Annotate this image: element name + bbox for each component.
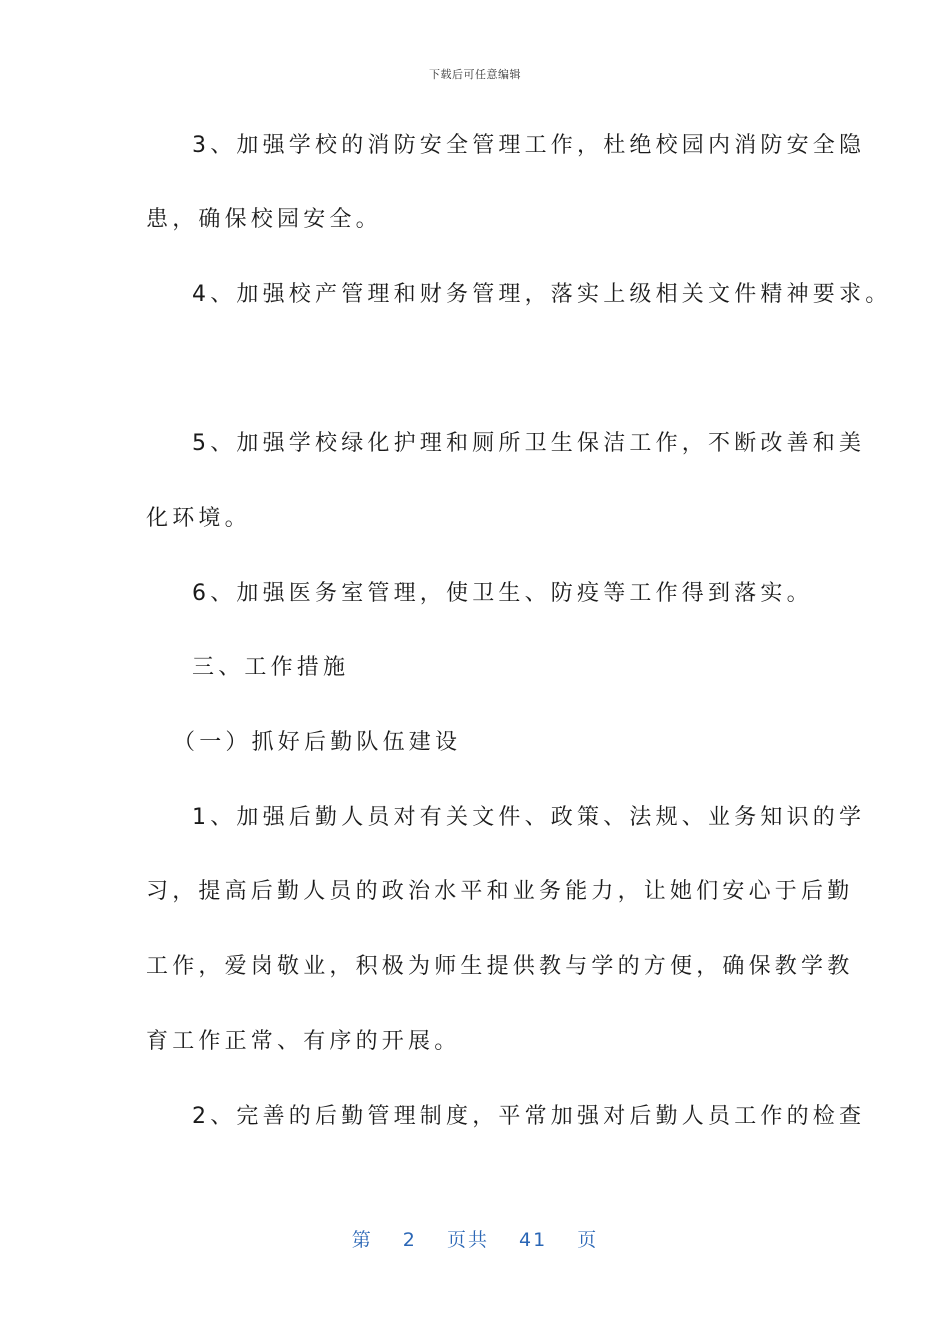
footer-page-number: 2 [402, 1229, 417, 1251]
paragraph-line: 1、加强后勤人员对有关文件、政策、法规、业务知识的学 [192, 805, 866, 830]
footer-page-suffix: 页 [577, 1229, 599, 1251]
paragraph-line: 5、加强学校绿化护理和厕所卫生保洁工作，不断改善和美 [192, 431, 866, 456]
footer-page-prefix: 第 [351, 1229, 373, 1251]
paragraph-line: 工作，爱岗敬业，积极为师生提供教与学的方便，确保教学教 [146, 954, 854, 979]
paragraph-line: 患，确保校园安全。 [146, 207, 382, 232]
paragraph-line: 育工作正常、有序的开展。 [146, 1029, 461, 1054]
paragraph-line: 2、完善的后勤管理制度，平常加强对后勤人员工作的检查 [192, 1104, 866, 1129]
paragraph-line: 6、加强医务室管理，使卫生、防疫等工作得到落实。 [192, 581, 813, 606]
footer-page-mid: 页共 [446, 1229, 489, 1251]
header-note: 下载后可任意编辑 [429, 68, 521, 81]
section-heading: 三、工作措施 [192, 655, 350, 680]
page-footer [0, 1225, 950, 1252]
paragraph-line: 习，提高后勤人员的政治水平和业务能力，让她们安心于后勤 [146, 879, 854, 904]
subsection-heading: （一）抓好后勤队伍建设 [173, 730, 462, 755]
footer-total-pages: 41 [519, 1229, 548, 1251]
paragraph-line: 4、加强校产管理和财务管理，落实上级相关文件精神要求。 [192, 282, 892, 307]
paragraph-line: 3、加强学校的消防安全管理工作，杜绝校园内消防安全隐 [192, 133, 866, 158]
paragraph-line: 化环境。 [146, 506, 251, 531]
